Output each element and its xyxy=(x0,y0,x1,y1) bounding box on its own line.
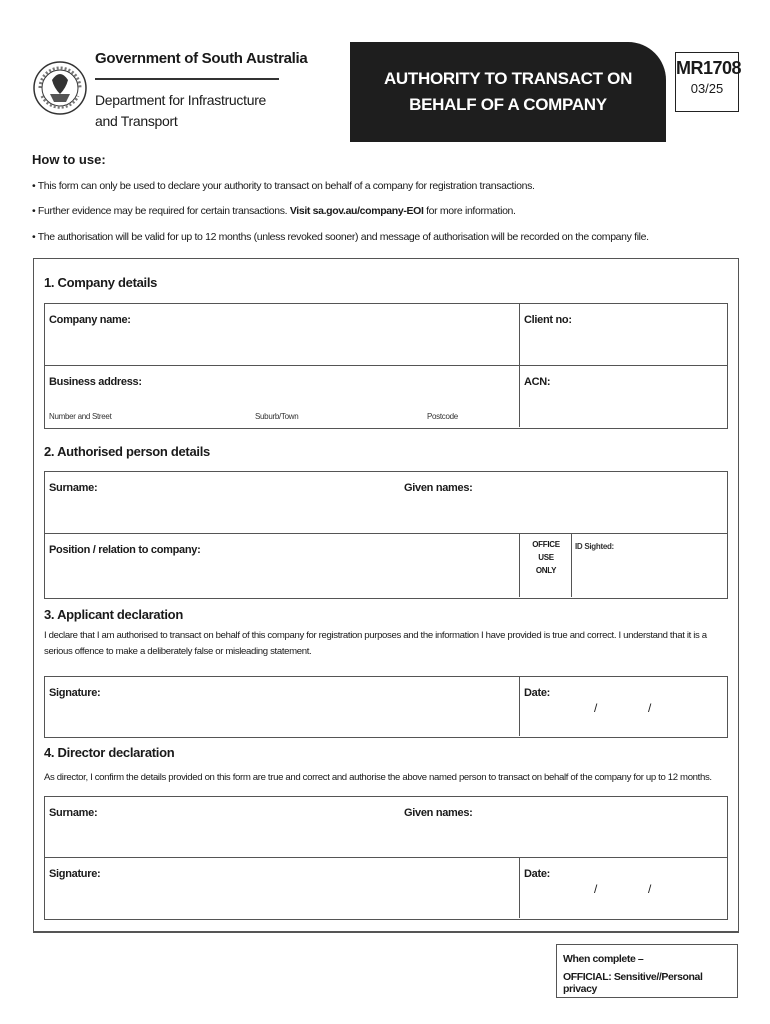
form-version: 03/25 xyxy=(690,81,724,96)
company-name-label: Company name: xyxy=(49,314,131,326)
director-signature-field[interactable] xyxy=(45,858,518,917)
office-use-only-label: OFFICE USE ONLY xyxy=(532,540,560,575)
director-surname-field[interactable] xyxy=(45,797,395,856)
classification-box xyxy=(556,944,738,998)
suburb-hint: Suburb/Town xyxy=(255,412,299,421)
director-signature-label: Signature: xyxy=(49,868,101,880)
director-date-label: Date: xyxy=(524,868,551,880)
client-no-field[interactable] xyxy=(520,304,725,364)
form-code-box xyxy=(675,52,742,112)
date-separator: / xyxy=(648,701,652,715)
applicant-declaration-text: I declare that I am authorised to transact on behalf of this company for registration purposes and the information I have provided is true and correct. I understand that it is a serious offence to make a deliberately false or misleading statement. xyxy=(44,630,707,657)
form-code: MR1708 xyxy=(676,58,742,78)
how-to-bullet-2: • Further evidence may be required for certain transactions. Visit sa.gov.au/company-EOI for more information. xyxy=(32,205,516,217)
acn-label: ACN: xyxy=(524,376,551,388)
bullet-1-text: This form can only be used to declare your authority to transact on behalf of a company for registration transactions. xyxy=(37,180,535,192)
how-to-bullet-1: • This form can only be used to declare your authority to transact on behalf of a company for registration transactions. xyxy=(32,180,535,192)
business-address-field[interactable] xyxy=(45,366,518,426)
header-divider xyxy=(95,78,279,80)
bullet-3-text: The authorisation will be valid for up to 12 months (unless revoked sooner) and message of authorisation will be recorded on the company file. xyxy=(37,231,649,243)
bullet-2-text-end: for more information. xyxy=(423,205,516,217)
id-sighted-field[interactable] xyxy=(572,534,725,596)
number-street-hint: Number and Street xyxy=(49,412,112,421)
department-name: Department for Infrastructure and Transport xyxy=(95,92,267,129)
position-field[interactable] xyxy=(45,534,518,596)
classification-line-2: OFFICIAL: Sensitive//Personal privacy xyxy=(563,971,703,995)
id-sighted-label: ID Sighted: xyxy=(575,542,614,551)
authorised-surname-label: Surname: xyxy=(49,482,98,494)
section-3-title: 3. Applicant declaration xyxy=(44,607,183,622)
date-separator: / xyxy=(594,882,598,896)
applicant-signature-field[interactable] xyxy=(45,677,518,735)
company-name-field[interactable] xyxy=(45,304,518,364)
classification-line-1: When complete – xyxy=(563,953,644,965)
section-2-title: 2. Authorised person details xyxy=(44,444,210,459)
director-given-names-label: Given names: xyxy=(404,807,473,819)
authorised-surname-field[interactable] xyxy=(45,472,395,532)
form-title: AUTHORITY TO TRANSACT ON BEHALF OF A COMPANY xyxy=(350,42,666,142)
director-declaration-text: As director, I confirm the details provided on this form are true and correct and authorise the above named person to transact on behalf of the company for up to 12 months. xyxy=(44,772,712,783)
authorised-given-names-label: Given names: xyxy=(404,482,473,494)
position-label: Position / relation to company: xyxy=(49,544,201,556)
date-separator: / xyxy=(648,882,652,896)
business-address-label: Business address: xyxy=(49,376,142,388)
client-no-label: Client no: xyxy=(524,314,572,326)
sa-crest-logo xyxy=(32,44,88,132)
eoi-link[interactable]: Visit sa.gov.au/company-EOI xyxy=(289,205,424,217)
how-to-bullet-3: • The authorisation will be valid for up to 12 months (unless revoked sooner) and message of authorisation will be recorded on the company file. xyxy=(32,231,649,243)
date-separator: / xyxy=(594,701,598,715)
how-to-use-heading: How to use: xyxy=(32,152,106,167)
postcode-hint: Postcode xyxy=(427,412,458,421)
government-name: Government of South Australia xyxy=(95,50,308,67)
director-date-field[interactable] xyxy=(520,858,725,917)
acn-field[interactable] xyxy=(520,366,725,426)
bullet-2-text: Further evidence may be required for certain transactions. xyxy=(37,205,290,217)
section-1-title: 1. Company details xyxy=(44,275,158,290)
applicant-date-field[interactable] xyxy=(520,677,725,735)
authorised-column-divider-1 xyxy=(519,533,520,597)
section-4-title: 4. Director declaration xyxy=(44,745,175,760)
director-given-names-field[interactable] xyxy=(400,797,725,856)
director-surname-label: Surname: xyxy=(49,807,98,819)
applicant-signature-label: Signature: xyxy=(49,687,101,699)
authorised-given-names-field[interactable] xyxy=(400,472,725,532)
applicant-date-label: Date: xyxy=(524,687,551,699)
